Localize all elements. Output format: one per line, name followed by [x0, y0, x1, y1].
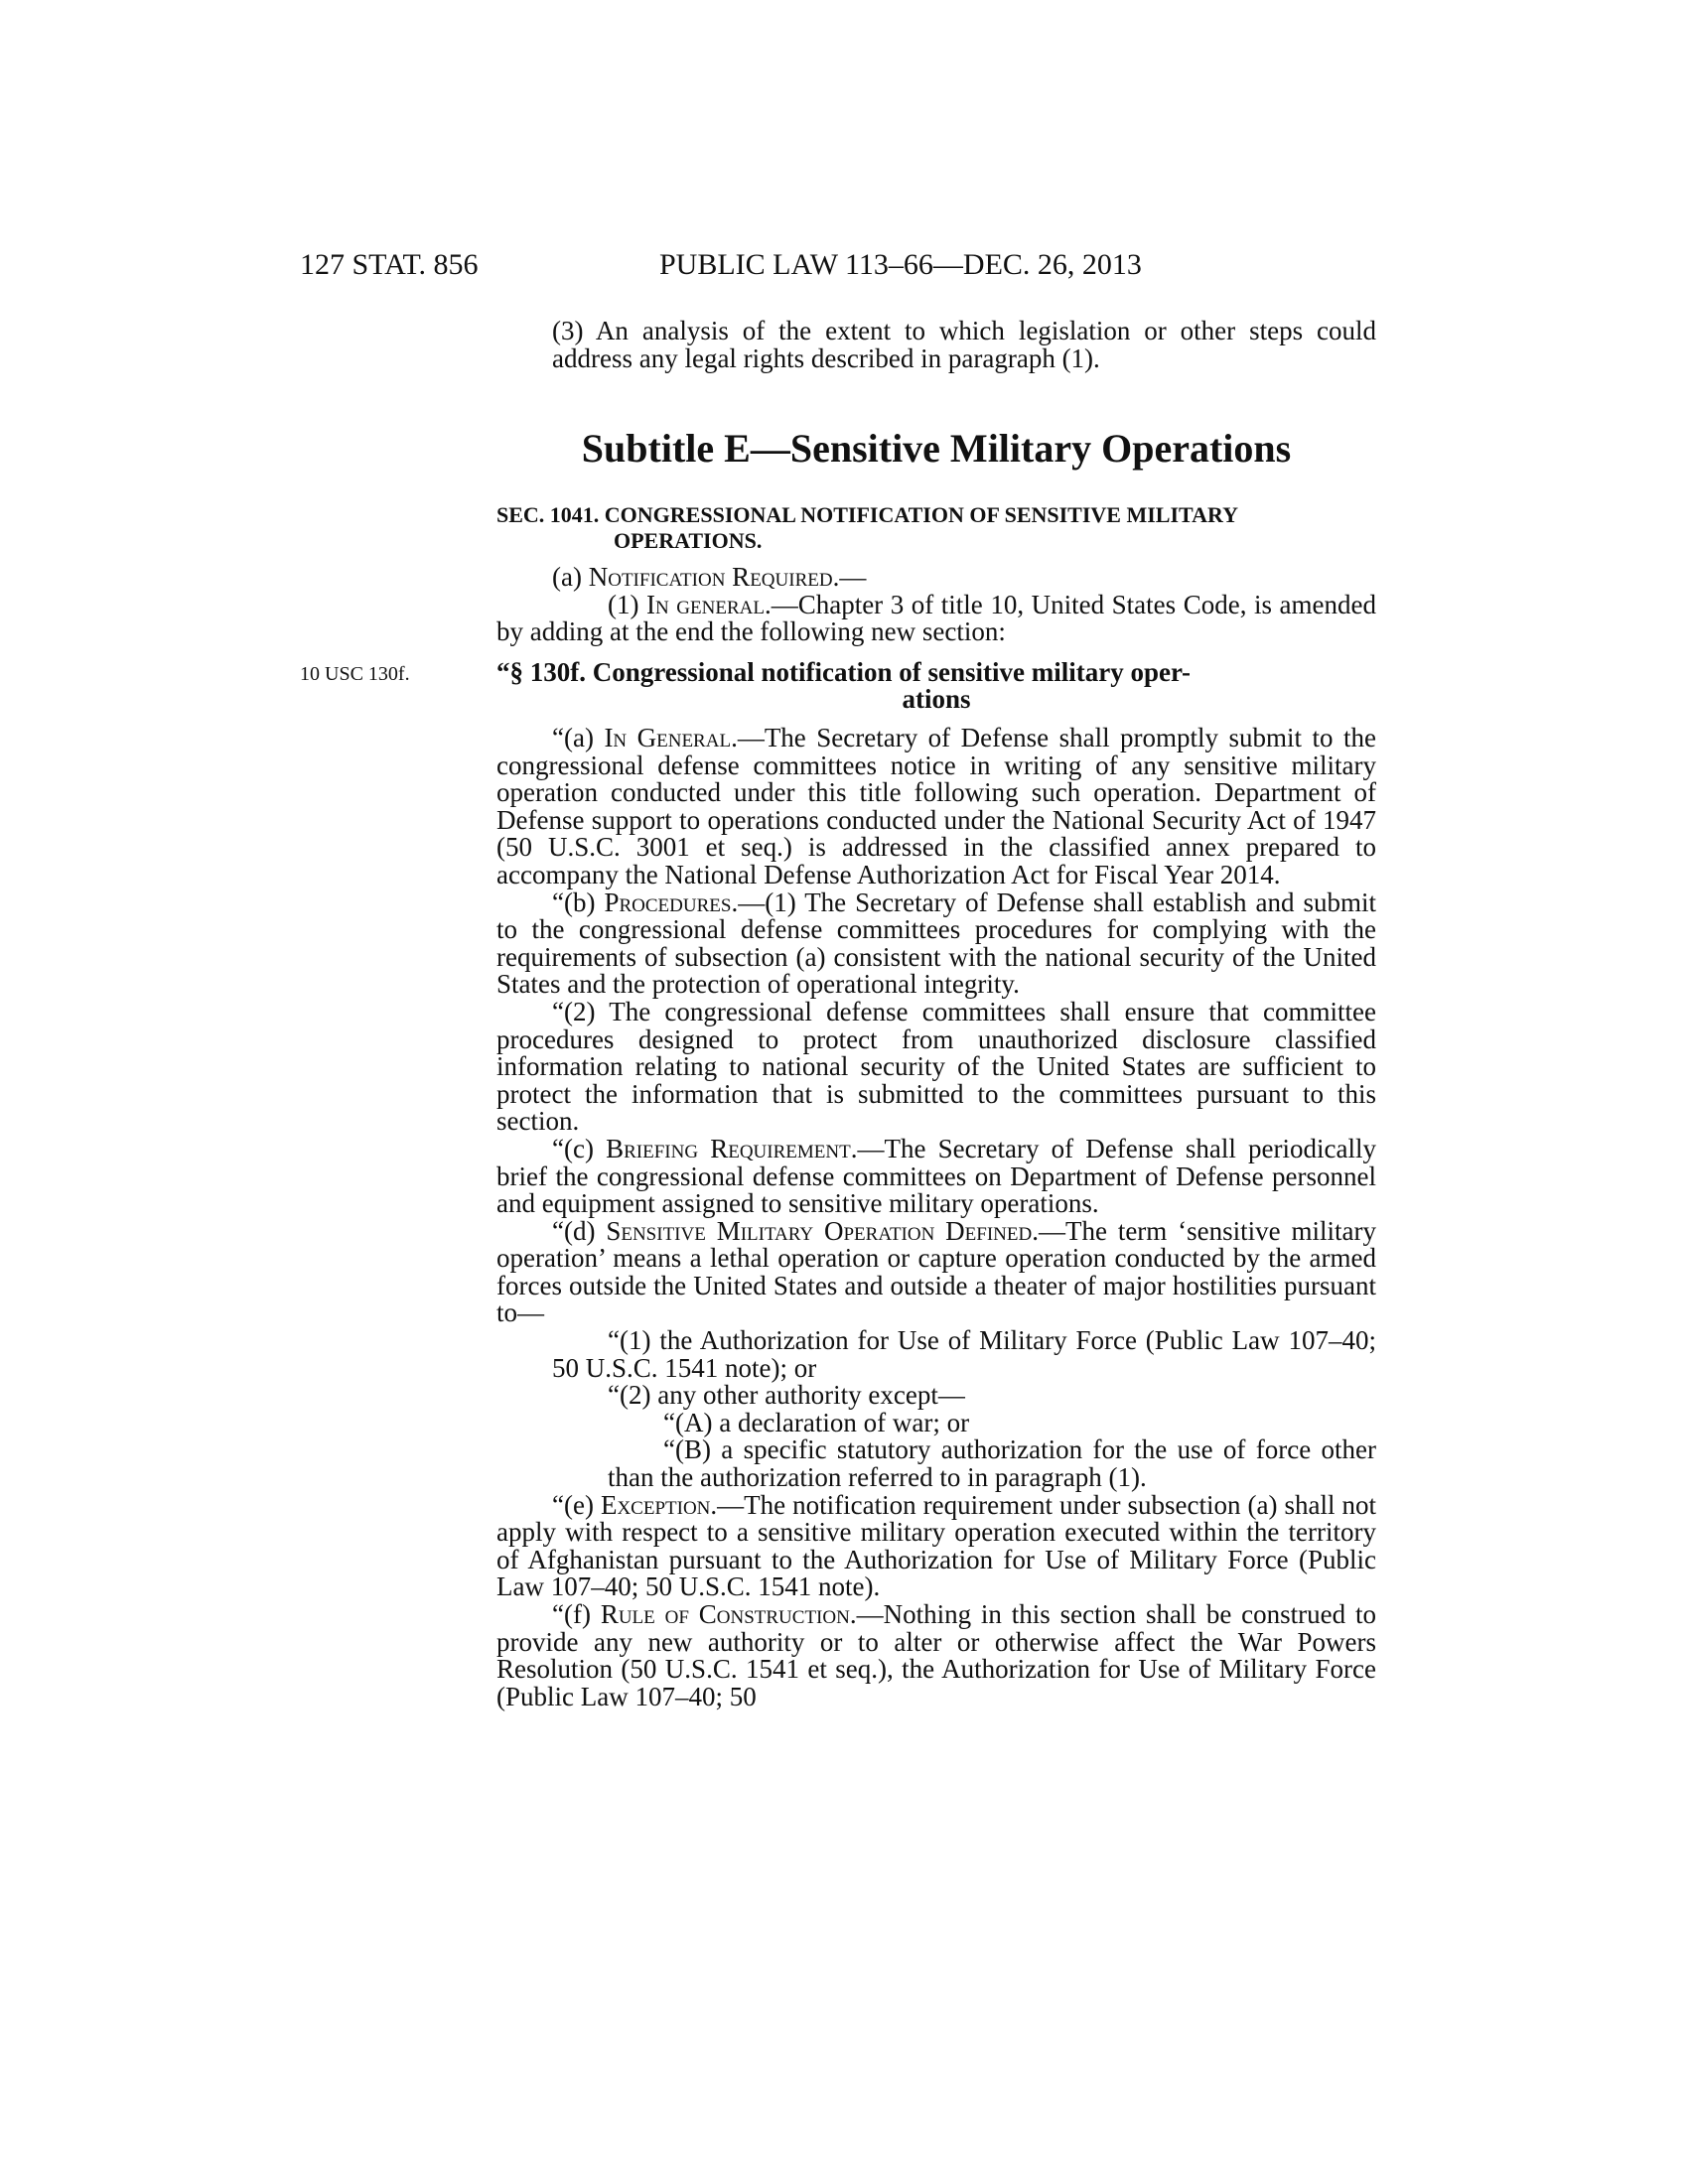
subsection-dB: “(B) a specific statutory authorization for the use of force other than the authorization referred to in paragraph (1). — [608, 1434, 1376, 1493]
subsection-e: “(e) Exception.—The notification requirement under subsection (a) shall not apply with respect to a sensitive military operation executed within the territory of Afghanistan pursuant to the Authorization for Use of Military Force (Public Law 107–40; 50 U.S.C. 1541 note). — [496, 1489, 1377, 1602]
paragraph-a1: (1) In general.—Chapter 3 of title 10, United States Code, is amended by adding at the end the following new section: — [496, 589, 1376, 647]
subsection-d2: “(2) any other authority except— — [608, 1380, 965, 1411]
section-heading-line2: OPERATIONS. — [614, 528, 763, 553]
section-130f-body — [496, 725, 1376, 1710]
subsection-c: “(c) Briefing Requirement.—The Secretary of Defense shall periodically brief the congressional defense committees on Department of Defense personnel and equipment assigned to sensitive military operations. — [496, 1133, 1376, 1219]
public-law-citation: PUBLIC LAW 113–66—DEC. 26, 2013 — [659, 248, 1142, 281]
subsection-b2: “(2) The congressional defense committees shall ensure that committee procedures designed to protect from unauthorized disclosure classified information relating to national security of the United States are sufficient to protect the information that is submitted to the committees pursuant to this section. — [496, 996, 1376, 1137]
section-130f-heading — [496, 659, 1376, 713]
subsection-dA: “(A) a declaration of war; or — [663, 1407, 970, 1437]
subsection-f: “(f) Rule of Construction.—Nothing in this section shall be construed to provide any new authority or to alter or otherwise affect the War Powers Resolution (50 U.S.C. 1541 et seq.), the Authorization for Use of Military Force (Public Law 107–40; 50 — [496, 1599, 1376, 1711]
subsection-d: “(d) Sensitive Military Operation Defined.—The term ‘sensitive military operation’ means a lethal operation or capture operation conducted by the armed forces outside the United States and outside a theater of major hostilities pursuant to— — [496, 1215, 1376, 1328]
subsection-b: “(b) Procedures.—(1) The Secretary of Defense shall establish and submit to the congressional defense committees procedures for complying with the requirements of subsection (a) consistent with the national security of the United States and the protection of operational integrity. — [496, 887, 1376, 1000]
stat-page-number: 127 STAT. 856 — [300, 248, 479, 281]
section-130f-line2: ations — [902, 684, 971, 714]
subsection-a-heading: (a) Notification Required.— — [552, 562, 867, 592]
subsection-a-heading-block — [496, 564, 1376, 646]
subtitle-heading: Subtitle E—Sensitive Military Operations — [581, 426, 1292, 471]
section-heading — [496, 502, 1376, 554]
section-heading-line1: SEC. 1041. CONGRESSIONAL NOTIFICATION OF SENSITIVE MILITARY — [496, 502, 1238, 527]
subsection-d1: “(1) the Authorization for Use of Military Force (Public Law 107–40; 50 U.S.C. 1541 note); or — [552, 1325, 1376, 1383]
subsection-a: “(a) In General.—The Secretary of Defense shall promptly submit to the congressional defense committees notice in writing of any sensitive military operation conducted under this title following such operation. Department of Defense support to operations conducted under the National Security Act of 1947 (50 U.S.C. 3001 et seq.) is addressed in the classified annex prepared to accompany the National Defense Authorization Act for Fiscal Year 2014. — [496, 723, 1376, 889]
section-130f-line1: “§ 130f. Congressional notification of sensitive military oper- — [496, 657, 1191, 687]
running-header — [300, 248, 1376, 288]
paragraph-3: (3) An analysis of the extent to which legislation or other steps could address any legal rights described in paragraph (1). — [552, 316, 1376, 373]
margin-note: 10 USC 130f. — [300, 663, 410, 685]
